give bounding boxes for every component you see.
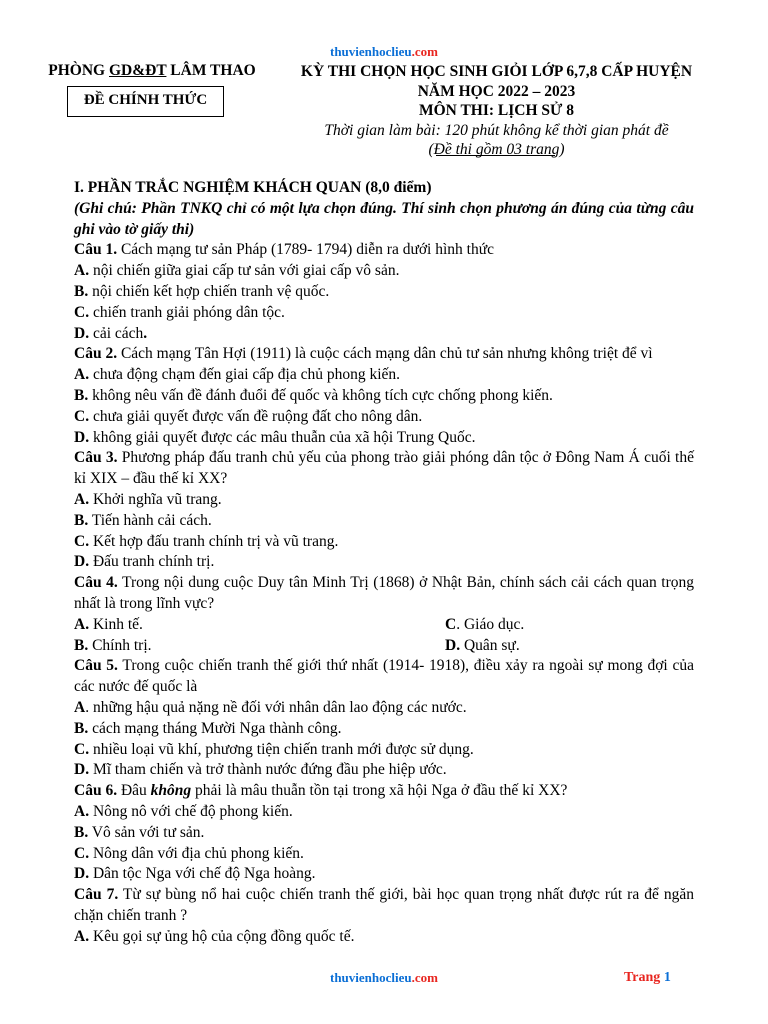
option: A. chưa động chạm đến giai cấp địa chủ phong kiến. — [74, 366, 401, 384]
option: C. Giáo dục. — [445, 615, 525, 633]
option: D. Dân tộc Nga với chế độ Nga hoàng. — [74, 865, 316, 883]
option: A. nội chiến giữa giai cấp tư sản với giai cấp vô sản. — [74, 262, 400, 280]
option: A. Khởi nghĩa vũ trang. — [74, 490, 222, 508]
pages-note: (Đề thi gồm 03 trang) — [428, 141, 565, 158]
option: C. Nông dân với địa chủ phong kiến. — [74, 844, 304, 862]
option: D. Mĩ tham chiến và trở thành nước đứng đầu phe hiệp ước. — [74, 761, 447, 779]
exam-header — [283, 62, 710, 160]
option: A. Nông nô với chế độ phong kiến. — [74, 802, 293, 820]
section-title: I. PHẦN TRẮC NGHIỆM KHÁCH QUAN (8,0 điểm) — [74, 179, 432, 196]
option: B. Tiến hành cải cách. — [74, 511, 212, 529]
section-note: (Ghi chú: Phần TNKQ chỉ có một lựa chọn đúng. Thí sinh chọn phương án đúng của từng câu ghi vào tờ giấy thi) — [74, 199, 694, 238]
option: A. những hậu quả nặng nề đối với nhân dân lao động các nước. — [74, 698, 467, 716]
option: D. Đấu tranh chính trị. — [74, 553, 215, 571]
question: Câu 4. Trong nội dung cuộc Duy tân Minh Trị (1868) ở Nhật Bản, chính sách cải cách quan trọng nhất là trong lĩnh vực? — [74, 574, 694, 612]
option: D. cải cách. — [74, 324, 148, 342]
option: B. không nêu vấn đề đánh đuổi đế quốc và không tích cực chống phong kiến. — [74, 386, 553, 404]
department-name: PHÒNG GD&ĐT LÂM THAO — [48, 62, 256, 79]
question: Câu 5. Trong cuộc chiến tranh thế giới thứ nhất (1914- 1918), điều xảy ra ngoài sự mong đợi của các nước đế quốc là — [74, 657, 694, 696]
option-row — [74, 636, 694, 657]
question: Câu 3. Phương pháp đấu tranh chủ yếu của phong trào giải phóng dân tộc ở Đông Nam Á cuối thế kỉ XIX – đầu thế kỉ XX? — [74, 449, 694, 488]
option: B. nội chiến kết hợp chiến tranh vệ quốc. — [74, 282, 330, 300]
question: Câu 1. Cách mạng tư sản Pháp (1789- 1794) diễn ra dưới hình thức — [74, 241, 494, 259]
option: A. Kêu gọi sự ủng hộ của cộng đồng quốc tế. — [74, 927, 355, 945]
question: Câu 7. Từ sự bùng nổ hai cuộc chiến tranh thế giới, bài học quan trọng nhất được rút ra để ngăn chặn chiến tranh ? — [74, 886, 694, 924]
subject: MÔN THI: LỊCH SỬ 8 — [418, 102, 574, 119]
option: C. chưa giải quyết được vấn đề ruộng đất cho nông dân. — [74, 407, 423, 425]
question: Câu 6. Đâu không phải là mâu thuẫn tồn tại trong xã hội Nga ở đầu thế kỉ XX? — [74, 782, 568, 800]
school-year: NĂM HỌC 2022 – 2023 — [417, 82, 576, 100]
exam-content — [74, 178, 694, 947]
option: B. Chính trị. — [74, 636, 152, 654]
option-row — [74, 615, 694, 636]
option: D. không giải quyết được các mâu thuẫn của xã hội Trung Quốc. — [74, 428, 476, 446]
option: C. Kết hợp đấu tranh chính trị và vũ trang. — [74, 532, 339, 550]
exam-title: KỲ THI CHỌN HỌC SINH GIỎI LỚP 6,7,8 CẤP HUYỆN — [300, 63, 693, 80]
option: B. Vô sản với tư sản. — [74, 823, 205, 841]
time-limit: Thời gian làm bài: 120 phút không kể thời gian phát đề — [324, 121, 669, 139]
option: A. Kinh tế. — [74, 615, 143, 633]
official-exam-stamp: ĐỀ CHÍNH THỨC — [67, 86, 224, 117]
option: D. Quân sự. — [445, 636, 520, 654]
site-watermark-top: thuvienhoclieu.com — [330, 44, 438, 59]
page-number: Trang 1 — [624, 970, 671, 985]
option: B. cách mạng tháng Mười Nga thành công. — [74, 719, 342, 737]
question: Câu 2. Cách mạng Tân Hợi (1911) là cuộc cách mạng dân chủ tư sản nhưng không triệt để vì — [74, 345, 653, 363]
option: C. chiến tranh giải phóng dân tộc. — [74, 303, 285, 321]
option: C. nhiều loại vũ khí, phương tiện chiến tranh mới được sử dụng. — [74, 740, 474, 758]
header-divider — [436, 155, 555, 156]
site-watermark-bottom: thuvienhoclieu.com — [330, 970, 438, 985]
